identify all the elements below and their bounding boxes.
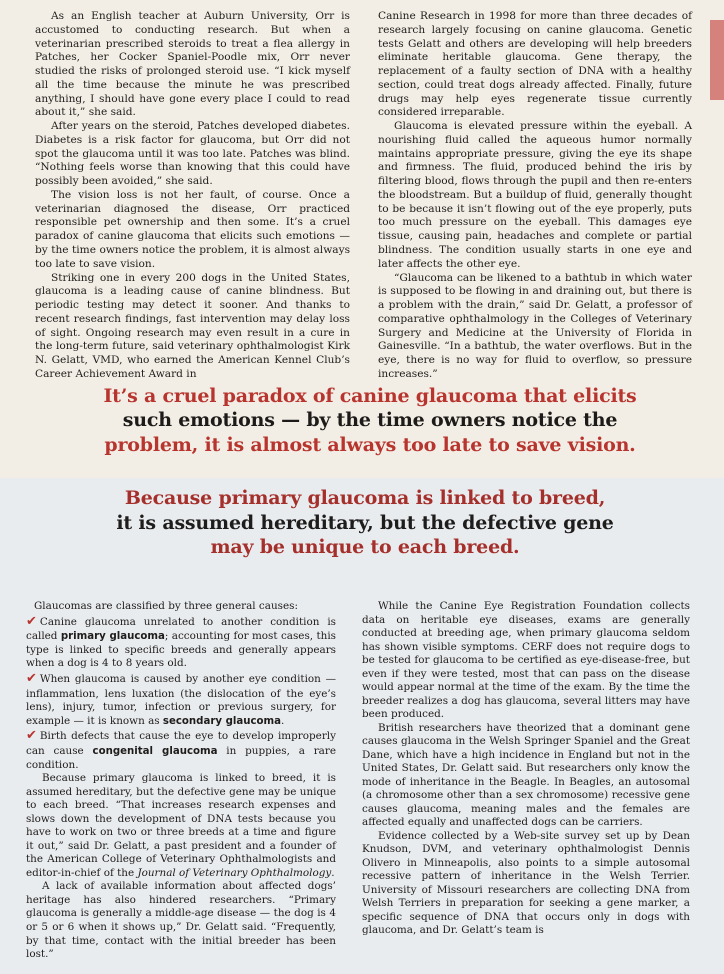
- pull-quote-2: [40, 486, 690, 560]
- upper-left-column: [35, 10, 350, 382]
- article-paragraph: A lack of available information about affected dogs’ heritage has also hindered researchers. “Primary glaucoma is generally a middle-age disease — the dog is 4 or 5 or 6 when it shows up,” Dr. Gelatt said. “Frequently, by that time, contact with the initial breeder has been lost.”: [26, 880, 336, 961]
- paragraph-text: Because primary glaucoma is linked to breed, it is assumed hereditary, but the defective gene may be unique to each breed. “That increases research expenses and slows down the development of DNA tests because you have to work on two or three breeds at a time and figure it out,” said Dr. Gelatt, a past president and a founder of the American College of Veterinary Ophthalmologists and editor-in-chief of the: [26, 772, 336, 879]
- pull-quote-line: it is assumed hereditary, but the defective gene: [116, 511, 614, 534]
- journal-title: Journal of Veterinary Ophthalmology: [137, 866, 332, 879]
- lower-left-column: [26, 600, 336, 962]
- term-primary-glaucoma: primary glaucoma: [60, 631, 165, 643]
- article-paragraph: The vision loss is not her fault, of course. Once a veterinarian diagnosed the disease, Orr practiced responsible pet ownership and then some. It’s a cruel paradox of canine glaucoma that elicits such emotions — by the time owners notice the problem, it is almost always too late to save vision.: [35, 188, 350, 270]
- check-icon: ✔: [26, 613, 37, 629]
- bullet-text: ; accounting for most cases, this type is linked to specific breeds and generally appears when a dog is 4 to 8 years old.: [26, 630, 336, 670]
- bullet-text: Canine glaucoma unrelated to another condition is called: [26, 615, 336, 643]
- bullet-secondary: [26, 671, 336, 728]
- bullet-text: in puppies, a rare condition.: [26, 745, 336, 771]
- article-paragraph: As an English teacher at Auburn University, Orr is accustomed to conducting research. But when a veterinarian prescribed steroids to treat a flea allergy in Patches, her Cocker Spaniel-Poodle mix, Orr never studied the risks of prolonged steroid use. “I kick myself all the time because the minute he was prescribed anything, I should have gone every place I could to read about it,” she said.: [35, 10, 350, 119]
- check-icon: ✔: [26, 670, 37, 686]
- article-paragraph: Striking one in every 200 dogs in the United States, glaucoma is a leading cause of canine blindness. But periodic testing may detect it sooner. And thanks to recent research findings, fast intervention may delay loss of sight. Ongoing research may even result in a cure in the long-term future, said veterinary ophthalmologist Kirk N. Gelatt, VMD, who earned the American Kennel Club’s Career Achievement Award in: [35, 271, 350, 380]
- bullet-text: Birth defects that cause the eye to develop improperly can cause: [26, 730, 336, 758]
- article-paragraph: After years on the steroid, Patches developed diabetes. Diabetes is a risk factor for glaucoma, but Orr did not spot the glaucoma until it was too late. Patches was blind. “Nothing feels worse than knowing that this could have possibly been avoided,” she said.: [35, 120, 350, 188]
- bullet-text: When glaucoma is caused by another eye condition — inflammation, lens luxation (the dislocation of the eye’s lens), injury, tumor, infection or previous surgery, for example — it is known as: [26, 672, 336, 727]
- pull-quote-line: problem, it is almost always too late to save vision.: [104, 433, 636, 456]
- term-secondary-glaucoma: secondary glaucoma: [162, 715, 282, 727]
- bullet-text: .: [281, 714, 285, 727]
- page-edge-decoration: [710, 20, 724, 100]
- article-paragraph: Glaucoma is elevated pressure within the eyeball. A nourishing fluid called the aqueous humor normally maintains appropriate pressure, giving the eye its shape and firmness. The fluid, produced behind the iris by filtering blood, flows through the pupil and then re-enters the bloodstream. But a buildup of fluid, generally thought to be because it isn’t flowing out of the eye properly, puts too much pressure on the eyeball. This damages eye tissue, causing pain, headaches and complete or partial blindness. The condition usually starts in one eye and later affects the other eye.: [378, 120, 692, 270]
- article-paragraph: “Glaucoma can be likened to a bathtub in which water is supposed to be flowing in and draining out, but there is a problem with the drain,” said Dr. Gelatt, a professor of comparative ophthalmology in the Colleges of Veterinary Surgery and Medicine at the University of Florida in Gainesville. “In a bathtub, the water overflows. But in the eye, there is no way for fluid to overflow, so pressure increases.”: [378, 271, 692, 380]
- article-paragraph: Canine Research in 1998 for more than three decades of research largely focusing on canine glaucoma. Genetic tests Gelatt and others are developing will help breeders eliminate heritable glaucoma. Gene therapy, the replacement of a faulty section of DNA with a healthy section, could treat dogs already affected. Finally, future drugs may help eyes regenerate tissue currently considered irreparable.: [378, 10, 692, 119]
- bullet-primary: [26, 614, 336, 671]
- pull-quote-line: Because primary glaucoma is linked to breed,: [124, 487, 606, 509]
- pull-quote-line: may be unique to each breed.: [210, 536, 520, 559]
- bullet-congenital: [26, 728, 336, 772]
- upper-right-column: [378, 10, 692, 382]
- lower-right-column: [362, 600, 690, 938]
- pull-quote-1: [40, 384, 700, 457]
- article-paragraph: Evidence collected by a Web-site survey set up by Dean Knudson, DVM, and veterinary ophthalmologist Dennis Olivero in Minneapolis, also points to a simple autosomal recessive pattern of inheritance in the Welsh Terrier. University of Missouri researchers are collecting DNA from Welsh Terriers in preparation for seeking a gene marker, a specific sequence of DNA that occurs only in dogs with glaucoma, and Dr. Gelatt’s team is: [362, 829, 690, 937]
- article-paragraph: British researchers have theorized that a dominant gene causes glaucoma in the Welsh Springer Spaniel and the Great Dane, which have a high incidence in England but not in the United States, Dr. Gelatt said. But researchers only know the mode of inheritance in the Beagle. In Beagles, an autosomal (a chromosome other than a sex chromosome) recessive gene causes glaucoma, meaning males and the females are affected equally and unaffected dogs can be carriers.: [362, 721, 690, 829]
- pull-quote-line: such emotions — by the time owners notice the: [122, 409, 618, 432]
- classification-intro: Glaucomas are classified by three general causes:: [34, 600, 298, 612]
- paragraph-text: .: [331, 866, 335, 879]
- pull-quote-line: It’s a cruel paradox of canine glaucoma that elicits: [103, 385, 637, 407]
- check-icon: ✔: [26, 728, 37, 744]
- term-congenital-glaucoma: congenital glaucoma: [92, 746, 218, 758]
- article-paragraph: While the Canine Eye Registration Foundation collects data on heritable eye diseases, exams are generally conducted at breeding age, when primary glaucoma seldom has shown visible symptoms. CERF does not require dogs to be tested for glaucoma to be certified as eye-disease-free, but even if they were tested, most that can pass on the disease would appear normal at the time of the exam. By the time the breeder realizes a dog has glaucoma, several litters may have been produced.: [362, 600, 690, 721]
- article-paragraph: [26, 772, 336, 880]
